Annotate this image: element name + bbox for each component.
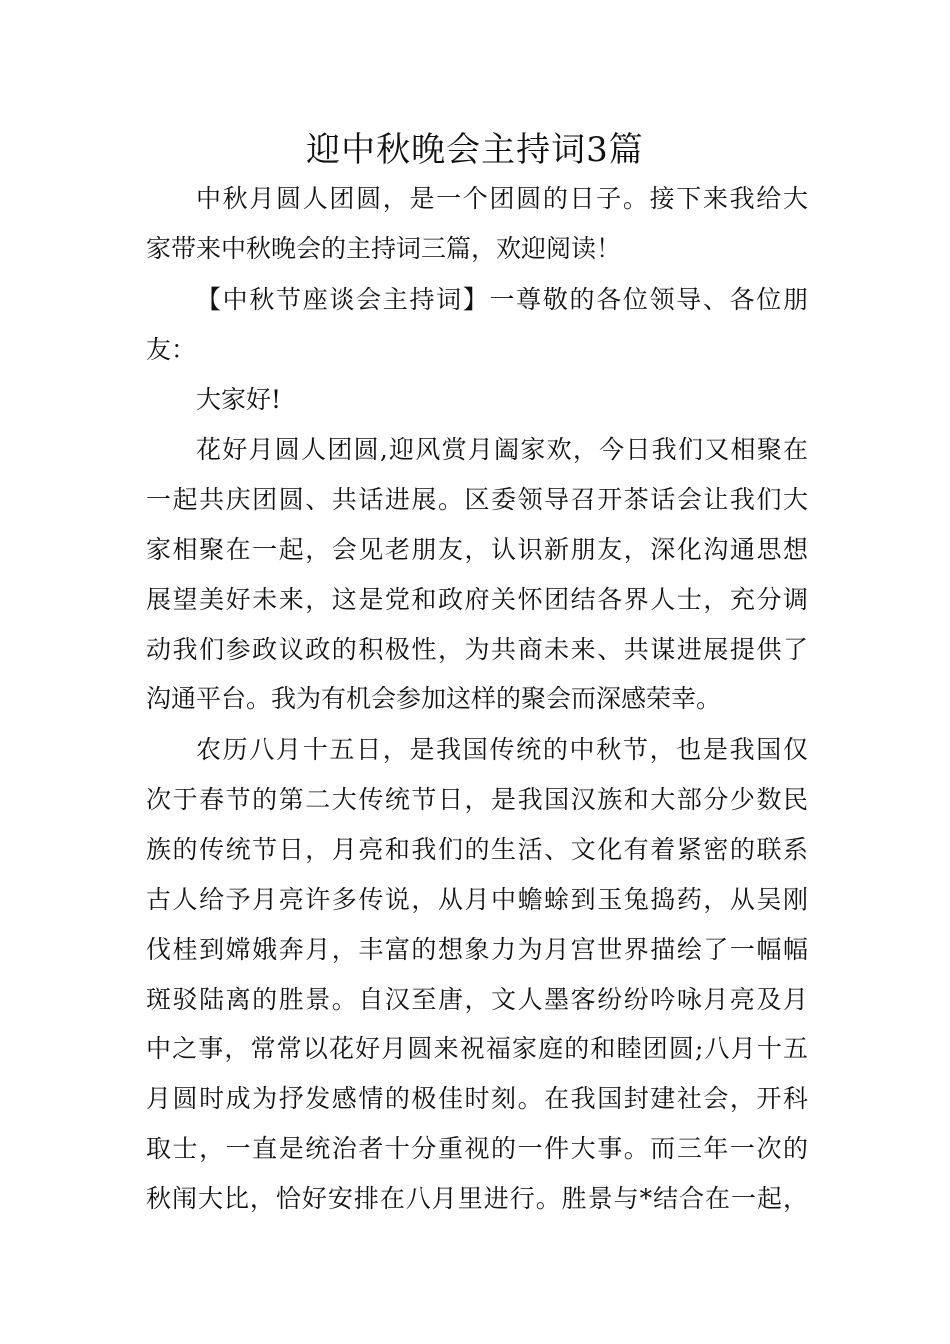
paragraph-line: 【中秋节座谈会主持词】一尊敬的各位领导、各位朋 <box>196 285 808 314</box>
paragraph-line: 沟通平台。我为有机会参加这样的聚会而深感荣幸。 <box>146 684 722 713</box>
paragraph-line: 古人给予月亮许多传说，从月中蟾蜍到玉兔捣药，从吴刚 <box>146 885 808 914</box>
paragraph-line: 家带来中秋晚会的主持词三篇，欢迎阅读！ <box>146 234 622 263</box>
paragraph-line: 大家好! <box>196 385 282 414</box>
paragraph-line: 取士，一直是统治者十分重视的一件大事。而三年一次的 <box>146 1134 808 1163</box>
document-title: 迎中秋晚会主持词3篇 <box>306 130 644 170</box>
paragraph-line: 家相聚在一起，会见老朋友，认识新朋友，深化沟通思想 <box>146 535 808 564</box>
paragraph-line: 动我们参政议政的积极性，为共商未来、共谋进展提供了 <box>146 635 808 664</box>
paragraph-line: 中秋月圆人团圆，是一个团圆的日子。接下来我给大 <box>196 184 808 213</box>
paragraph-line: 友： <box>146 335 197 364</box>
paragraph-line: 伐桂到嫦娥奔月，丰富的想象力为月宫世界描绘了一幅幅 <box>146 935 808 964</box>
paragraph-line: 展望美好未来，这是党和政府关怀团结各界人士，充分调 <box>146 585 808 614</box>
paragraph-line: 花好月圆人团圆,迎风赏月阖家欢，今日我们又相聚在 <box>196 435 808 464</box>
paragraph-line: 一起共庆团圆、共话进展。区委领导召开茶话会让我们大 <box>146 485 808 514</box>
paragraph-line: 斑驳陆离的胜景。自汉至唐，文人墨客纷纷吟咏月亮及月 <box>146 985 808 1014</box>
paragraph-line: 中之事，常常以花好月圆来祝福家庭的和睦团圆;八月十五 <box>146 1034 808 1063</box>
paragraph-line: 农历八月十五日，是我国传统的中秋节，也是我国仅 <box>196 735 808 764</box>
paragraph-line: 秋闱大比，恰好安排在八月里进行。胜景与*结合在一起， <box>146 1184 808 1213</box>
paragraph-line: 月圆时成为抒发感情的极佳时刻。在我国封建社会，开科 <box>146 1084 808 1113</box>
paragraph-line: 次于春节的第二大传统节日，是我国汉族和大部分少数民 <box>146 785 808 814</box>
paragraph-line: 族的传统节日，月亮和我们的生活、文化有着紧密的联系 <box>146 835 808 864</box>
